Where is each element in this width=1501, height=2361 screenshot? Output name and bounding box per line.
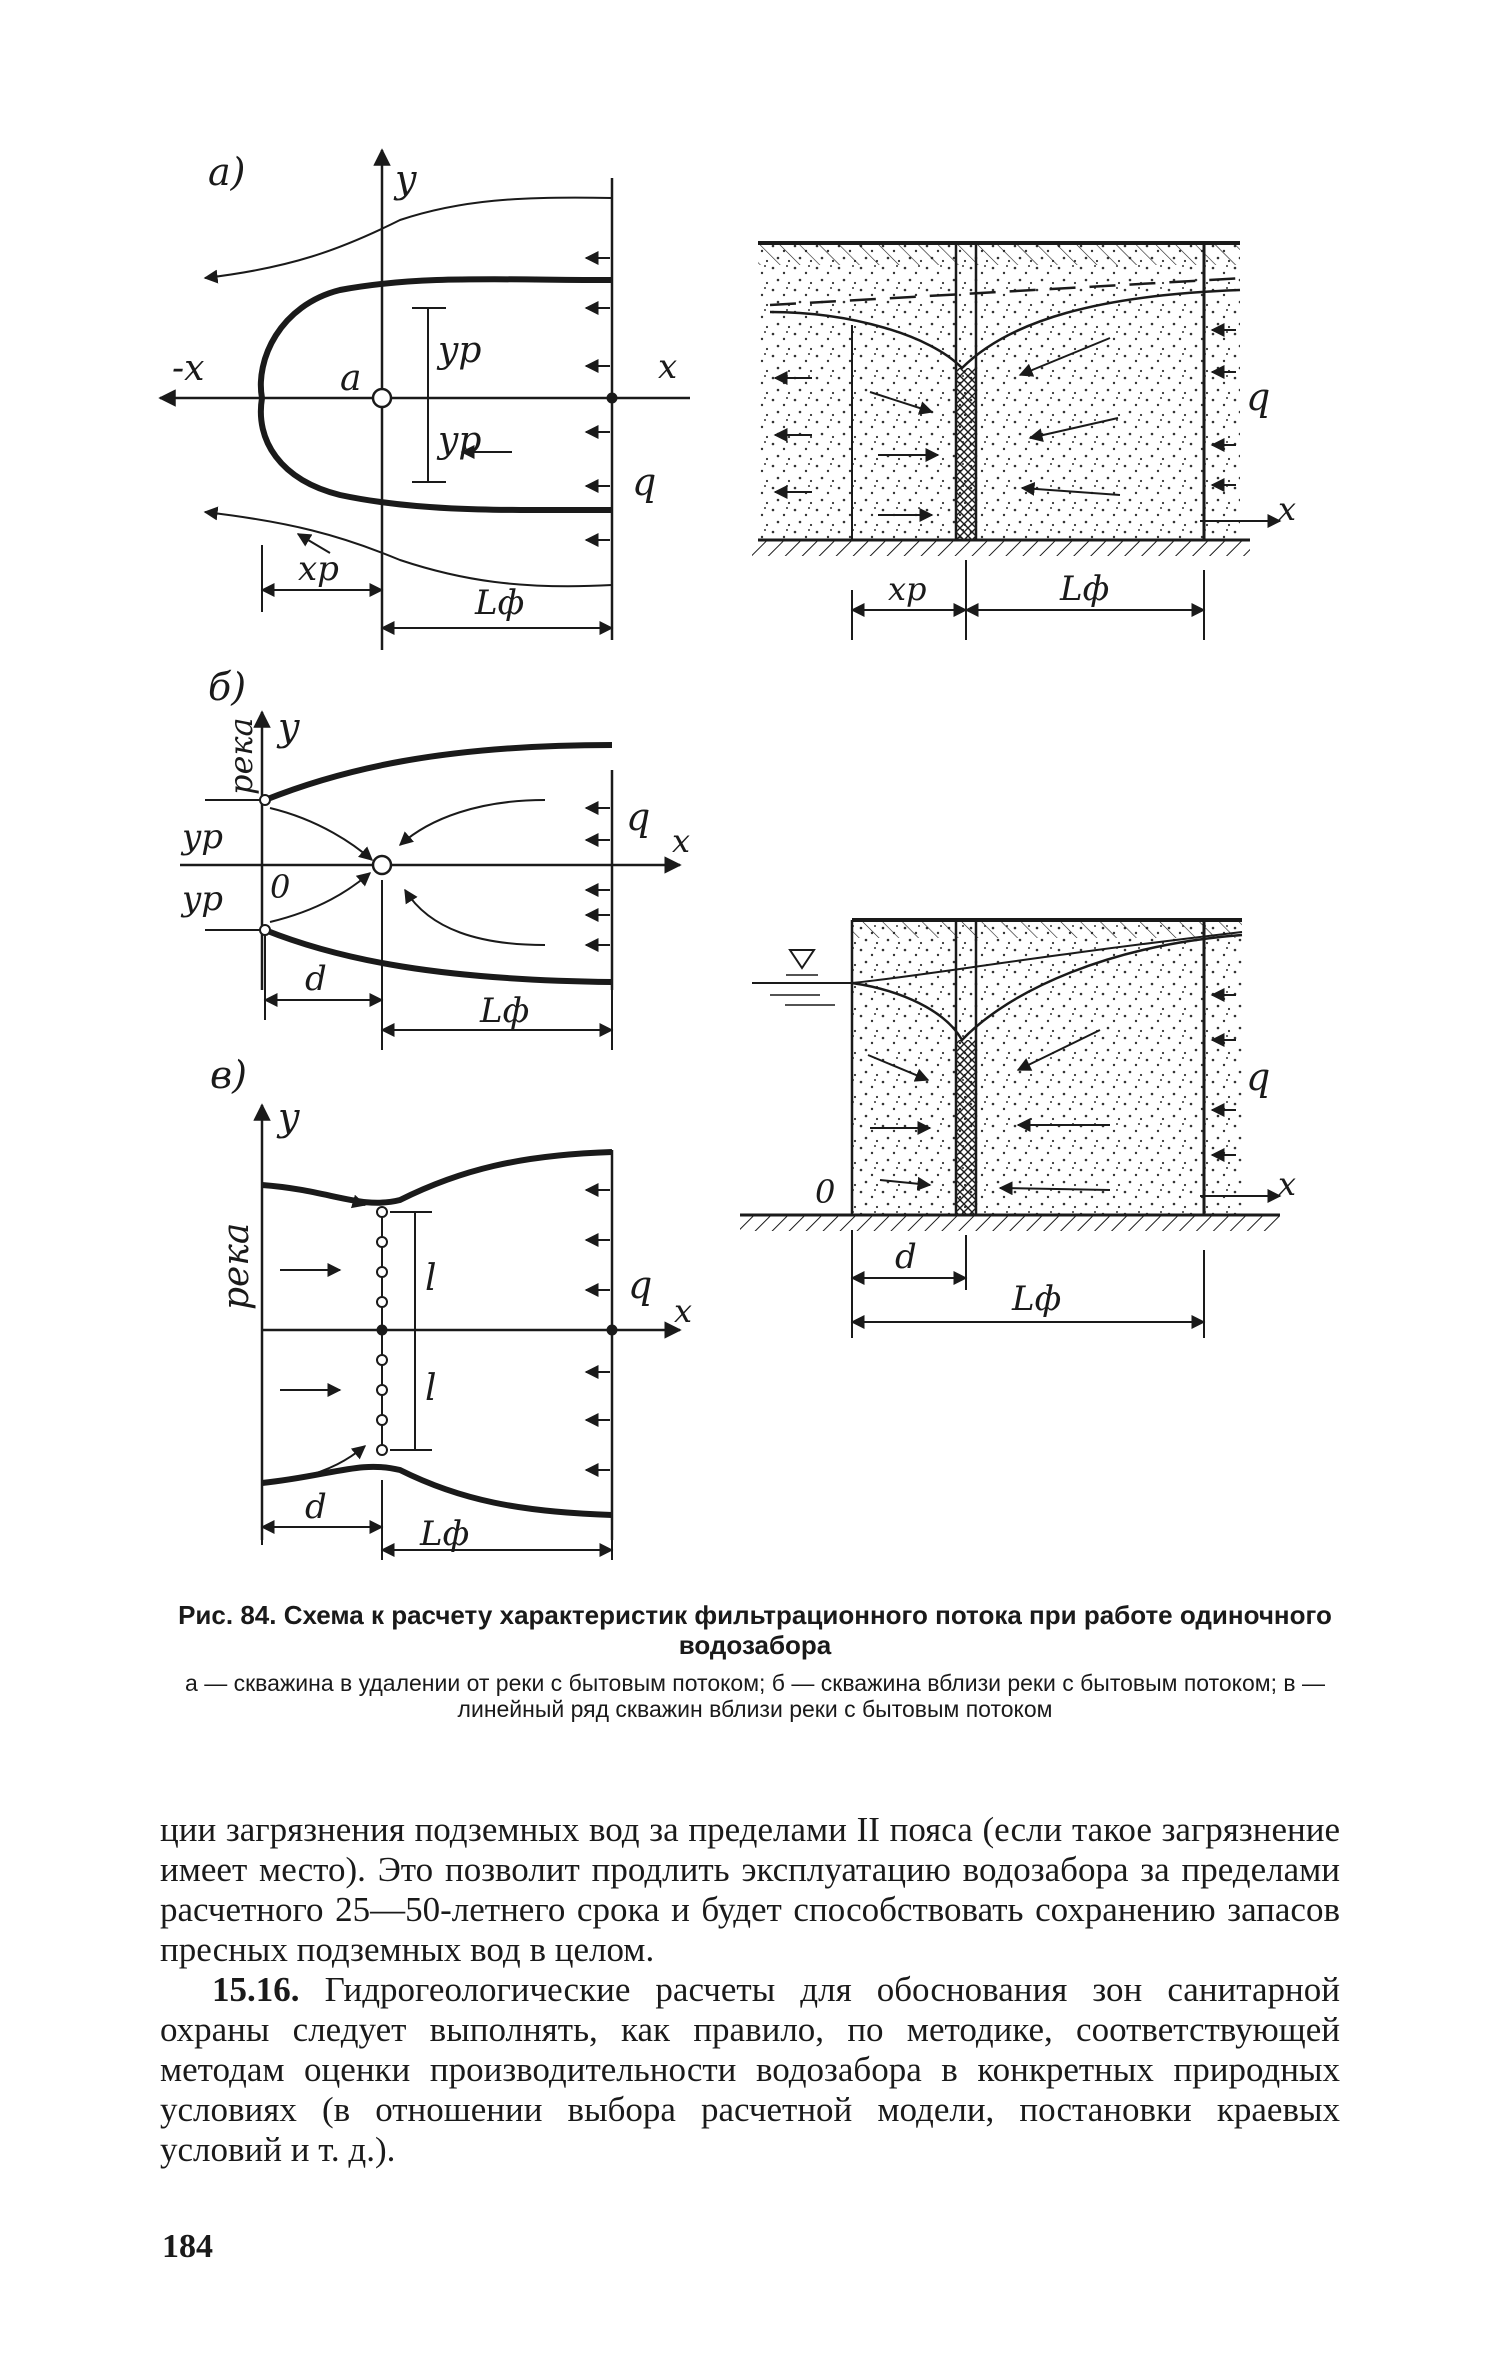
panel-a-plan (160, 150, 690, 650)
body-text (160, 1810, 1340, 2170)
panel-a-yp-lower: yp (438, 420, 482, 461)
section-a-profile (752, 243, 1280, 640)
panel-b-yp-lower: yp (182, 879, 223, 919)
paragraph-2-number: 15.16. (212, 1970, 300, 2009)
panel-b-d: d (305, 959, 327, 999)
section-a-flow-q: q (1246, 375, 1271, 419)
panel-b-axis-y: y (278, 705, 300, 749)
paragraph-1: ции загрязнения подземных вод за пределами II пояса (если такое загрязнение имеет место). Это позволит продлить эксплуатацию водозабора за пределами расчетного 25—50-летнего срока и будет способствовать сохранению запасов пресных подземных вод в целом. (160, 1810, 1340, 1969)
section-b-origin: 0 (815, 1173, 836, 1211)
panel-b-river-label: река (222, 717, 260, 795)
panel-a-letter: а) (208, 150, 246, 194)
section-a-lf: Lф (1060, 569, 1110, 609)
section-a-axis-x: x (1278, 490, 1297, 528)
panel-v-d: d (305, 1487, 327, 1527)
section-b-flow-q: q (1246, 1055, 1271, 1099)
panel-a-yp-upper: yp (438, 330, 482, 371)
panel-a-axis-y: y (395, 157, 417, 201)
panel-v-axis-x: x (674, 1292, 693, 1330)
section-b-lf: Lф (1012, 1279, 1062, 1319)
panel-v-river-label: река (216, 1222, 257, 1310)
panel-b-yp-upper: yp (182, 817, 223, 857)
panel-a-axis-x: x (658, 347, 678, 387)
caption-legend: а — скважина в удалении от реки с бытовым потоком; б — скважина вблизи реки с бытовым потоком; в — линейный ряд скважин вблизи реки с бытовым потоком (185, 1670, 1325, 1722)
paragraph-2-text: Гидрогеологические расчеты для обоснования зон санитарной охраны следует выполнять, как правило, по методике, соответствующей методам оценки производительности водозабора в конкретных природных условиях (в отношении выбора расчетной модели, постановки краевых условий и т. д.). (160, 1970, 1341, 2169)
section-a-xp: xp (888, 570, 927, 608)
section-b-axis-x: x (1278, 1165, 1297, 1203)
section-b-d: d (895, 1237, 917, 1277)
panel-a-axis-neg-x: -x (172, 348, 205, 389)
panel-v-l-lower: l (425, 1368, 437, 1409)
page-number: 184 (162, 2228, 213, 2265)
panel-a-xp: xp (298, 549, 339, 589)
panel-b-flow-q: q (626, 795, 651, 839)
panel-a-lf: Lф (475, 583, 525, 623)
panel-v-l-upper: l (425, 1258, 437, 1299)
panel-v-lf: Lф (420, 1514, 470, 1554)
panel-v-axis-y: y (278, 1095, 300, 1139)
section-b-profile (740, 920, 1280, 1338)
figure-caption (160, 1600, 1350, 1722)
panel-a-flow-q: q (632, 460, 657, 504)
panel-a-origin: a (340, 358, 362, 399)
caption-title: Рис. 84. Схема к расчету характеристик фильтрационного потока при работе одиночного водозабора (178, 1600, 1332, 1660)
panel-b-letter: б) (208, 665, 247, 709)
panel-v-letter: в) (210, 1053, 247, 1097)
paragraph-2 (160, 1970, 1340, 2170)
panel-b-origin: 0 (270, 868, 291, 906)
panel-v-flow-q: q (628, 1263, 653, 1307)
panel-b-axis-x: x (672, 822, 691, 860)
panel-b-lf: Lф (480, 991, 530, 1031)
